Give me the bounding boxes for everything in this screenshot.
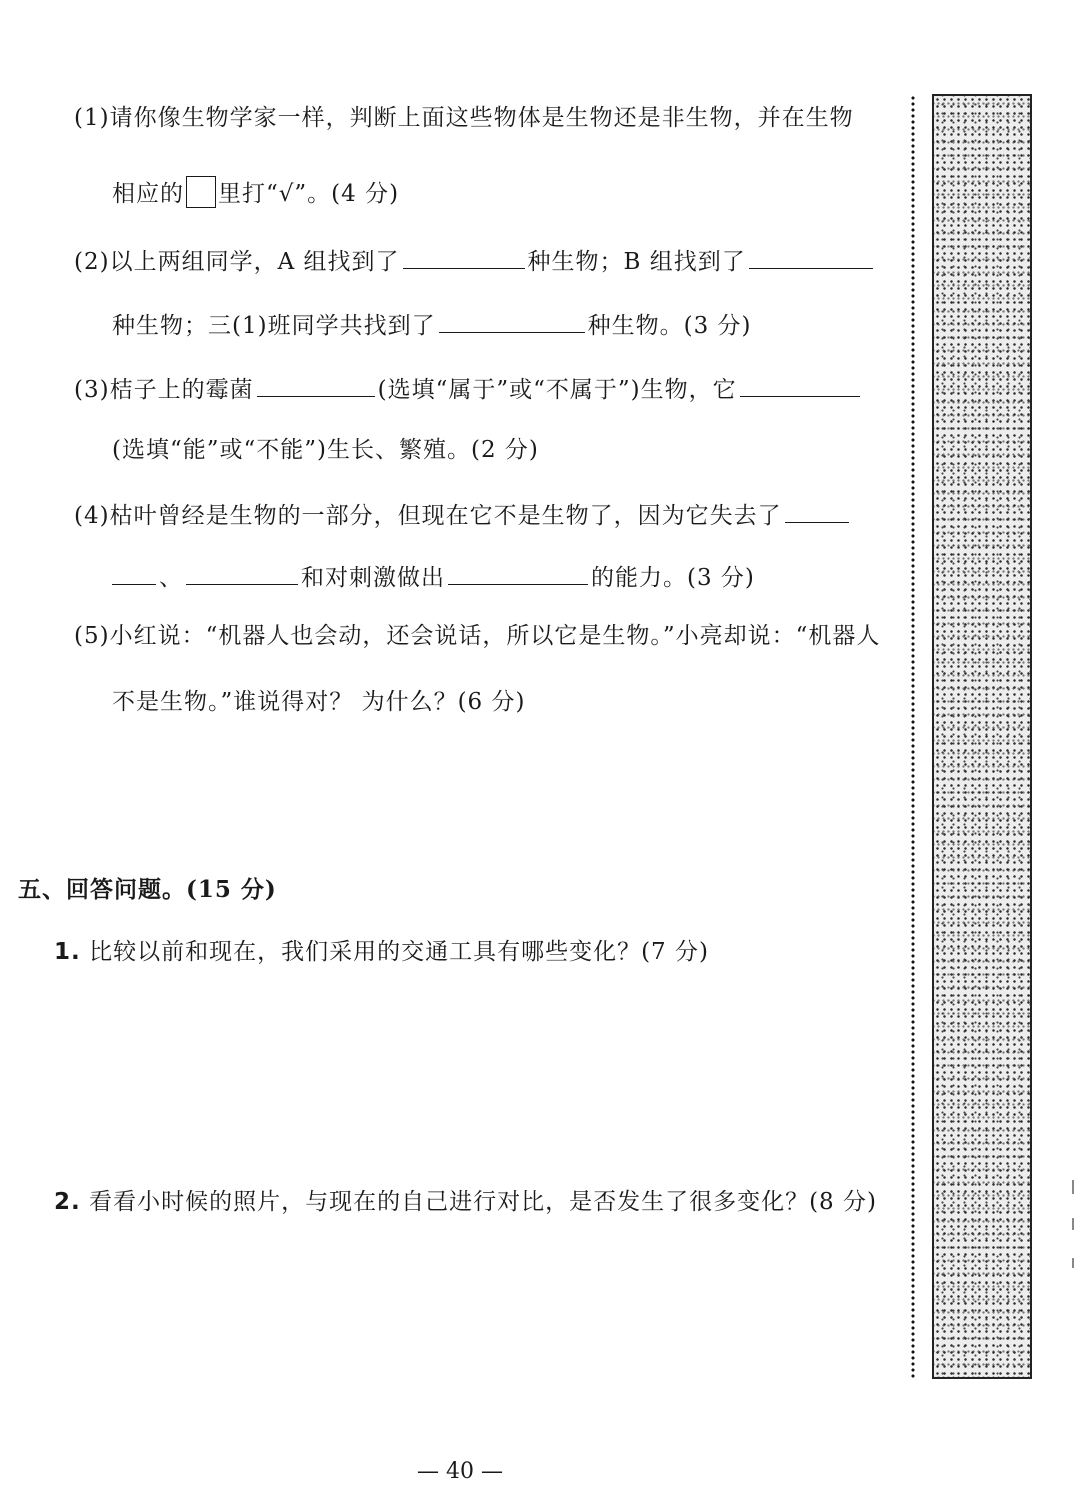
question-1-line-1 <box>74 102 854 134</box>
checkbox-square[interactable] <box>186 176 216 208</box>
question-4-text-a: (4)枯叶曾经是生物的一部分，但现在它不是生物了，因为它失去了 <box>74 503 782 529</box>
question-3-text-c: (选填“能”或“不能”)生长、繁殖。(2 分) <box>112 437 539 463</box>
question-3-line-2 <box>112 434 539 466</box>
section-5-title-text: 五、回答问题。(15 分) <box>18 876 277 903</box>
question-2-text-d: 种生物。(3 分) <box>587 313 752 339</box>
question-2-text-a: (2)以上两组同学，A 组找到了 <box>74 249 400 275</box>
answer-question-2-number: 2. <box>54 1189 81 1215</box>
question-1-text-a: 相应的 <box>112 181 184 207</box>
question-2-text-c: 种生物；三(1)班同学共找到了 <box>112 313 436 339</box>
question-3-text-a: (3)桔子上的霉菌 <box>74 377 254 403</box>
dotted-cut-line <box>910 95 916 1380</box>
question-2-line-2 <box>112 306 751 342</box>
answer-blank-ability-1a[interactable] <box>785 496 849 523</box>
answer-blank-class-total[interactable] <box>439 306 585 333</box>
question-4-text-d: 的能力。(3 分) <box>591 565 755 591</box>
stippled-margin-band <box>932 94 1032 1379</box>
answer-question-1 <box>54 936 709 968</box>
answer-blank-ability-1b[interactable] <box>112 558 156 585</box>
question-5-text-a: (5)小红说：“机器人也会动，还会说话，所以它是生物。”小亮却说：“机器人 <box>74 623 881 649</box>
answer-blank-stimulus[interactable] <box>448 558 588 585</box>
question-1-line-2 <box>112 176 399 210</box>
question-2-line-1 <box>74 242 876 278</box>
question-5-text-b: 不是生物。”谁说得对？ 为什么？(6 分) <box>112 689 526 715</box>
answer-blank-group-b[interactable] <box>749 242 873 269</box>
question-5-line-1 <box>74 620 880 652</box>
question-4-text-b: 、 <box>159 565 183 591</box>
answer-blank-ability-2[interactable] <box>186 558 298 585</box>
question-4-line-1 <box>74 496 852 532</box>
question-2-text-b: 种生物；B 组找到了 <box>527 249 746 275</box>
answer-blank-mold[interactable] <box>257 370 375 397</box>
question-3-line-1 <box>74 370 863 406</box>
answer-question-1-text: 比较以前和现在，我们采用的交通工具有哪些变化？(7 分) <box>89 939 709 965</box>
answer-blank-group-a[interactable] <box>403 242 525 269</box>
scan-edge-mark <box>1072 1258 1074 1268</box>
answer-question-1-number: 1. <box>54 939 81 965</box>
answer-question-2 <box>54 1186 877 1218</box>
question-1-text-b: 里打“√”。(4 分) <box>218 181 400 207</box>
scan-edge-mark <box>1072 1180 1074 1194</box>
question-4-line-2 <box>112 558 755 594</box>
answer-question-2-text: 看看小时候的照片，与现在的自己进行对比，是否发生了很多变化？(8 分) <box>89 1189 877 1215</box>
section-5-title <box>18 874 277 906</box>
question-3-text-b: (选填“属于”或“不属于”)生物，它 <box>377 377 737 403</box>
scan-edge-mark <box>1072 1218 1074 1230</box>
page-number: — 40 — <box>417 1459 503 1484</box>
question-1-text: (1)请你像生物学家一样，判断上面这些物体是生物还是非生物，并在生物 <box>74 105 854 131</box>
answer-blank-growth[interactable] <box>740 370 860 397</box>
question-5-line-2 <box>112 686 525 718</box>
question-4-text-c: 和对刺激做出 <box>301 565 445 591</box>
